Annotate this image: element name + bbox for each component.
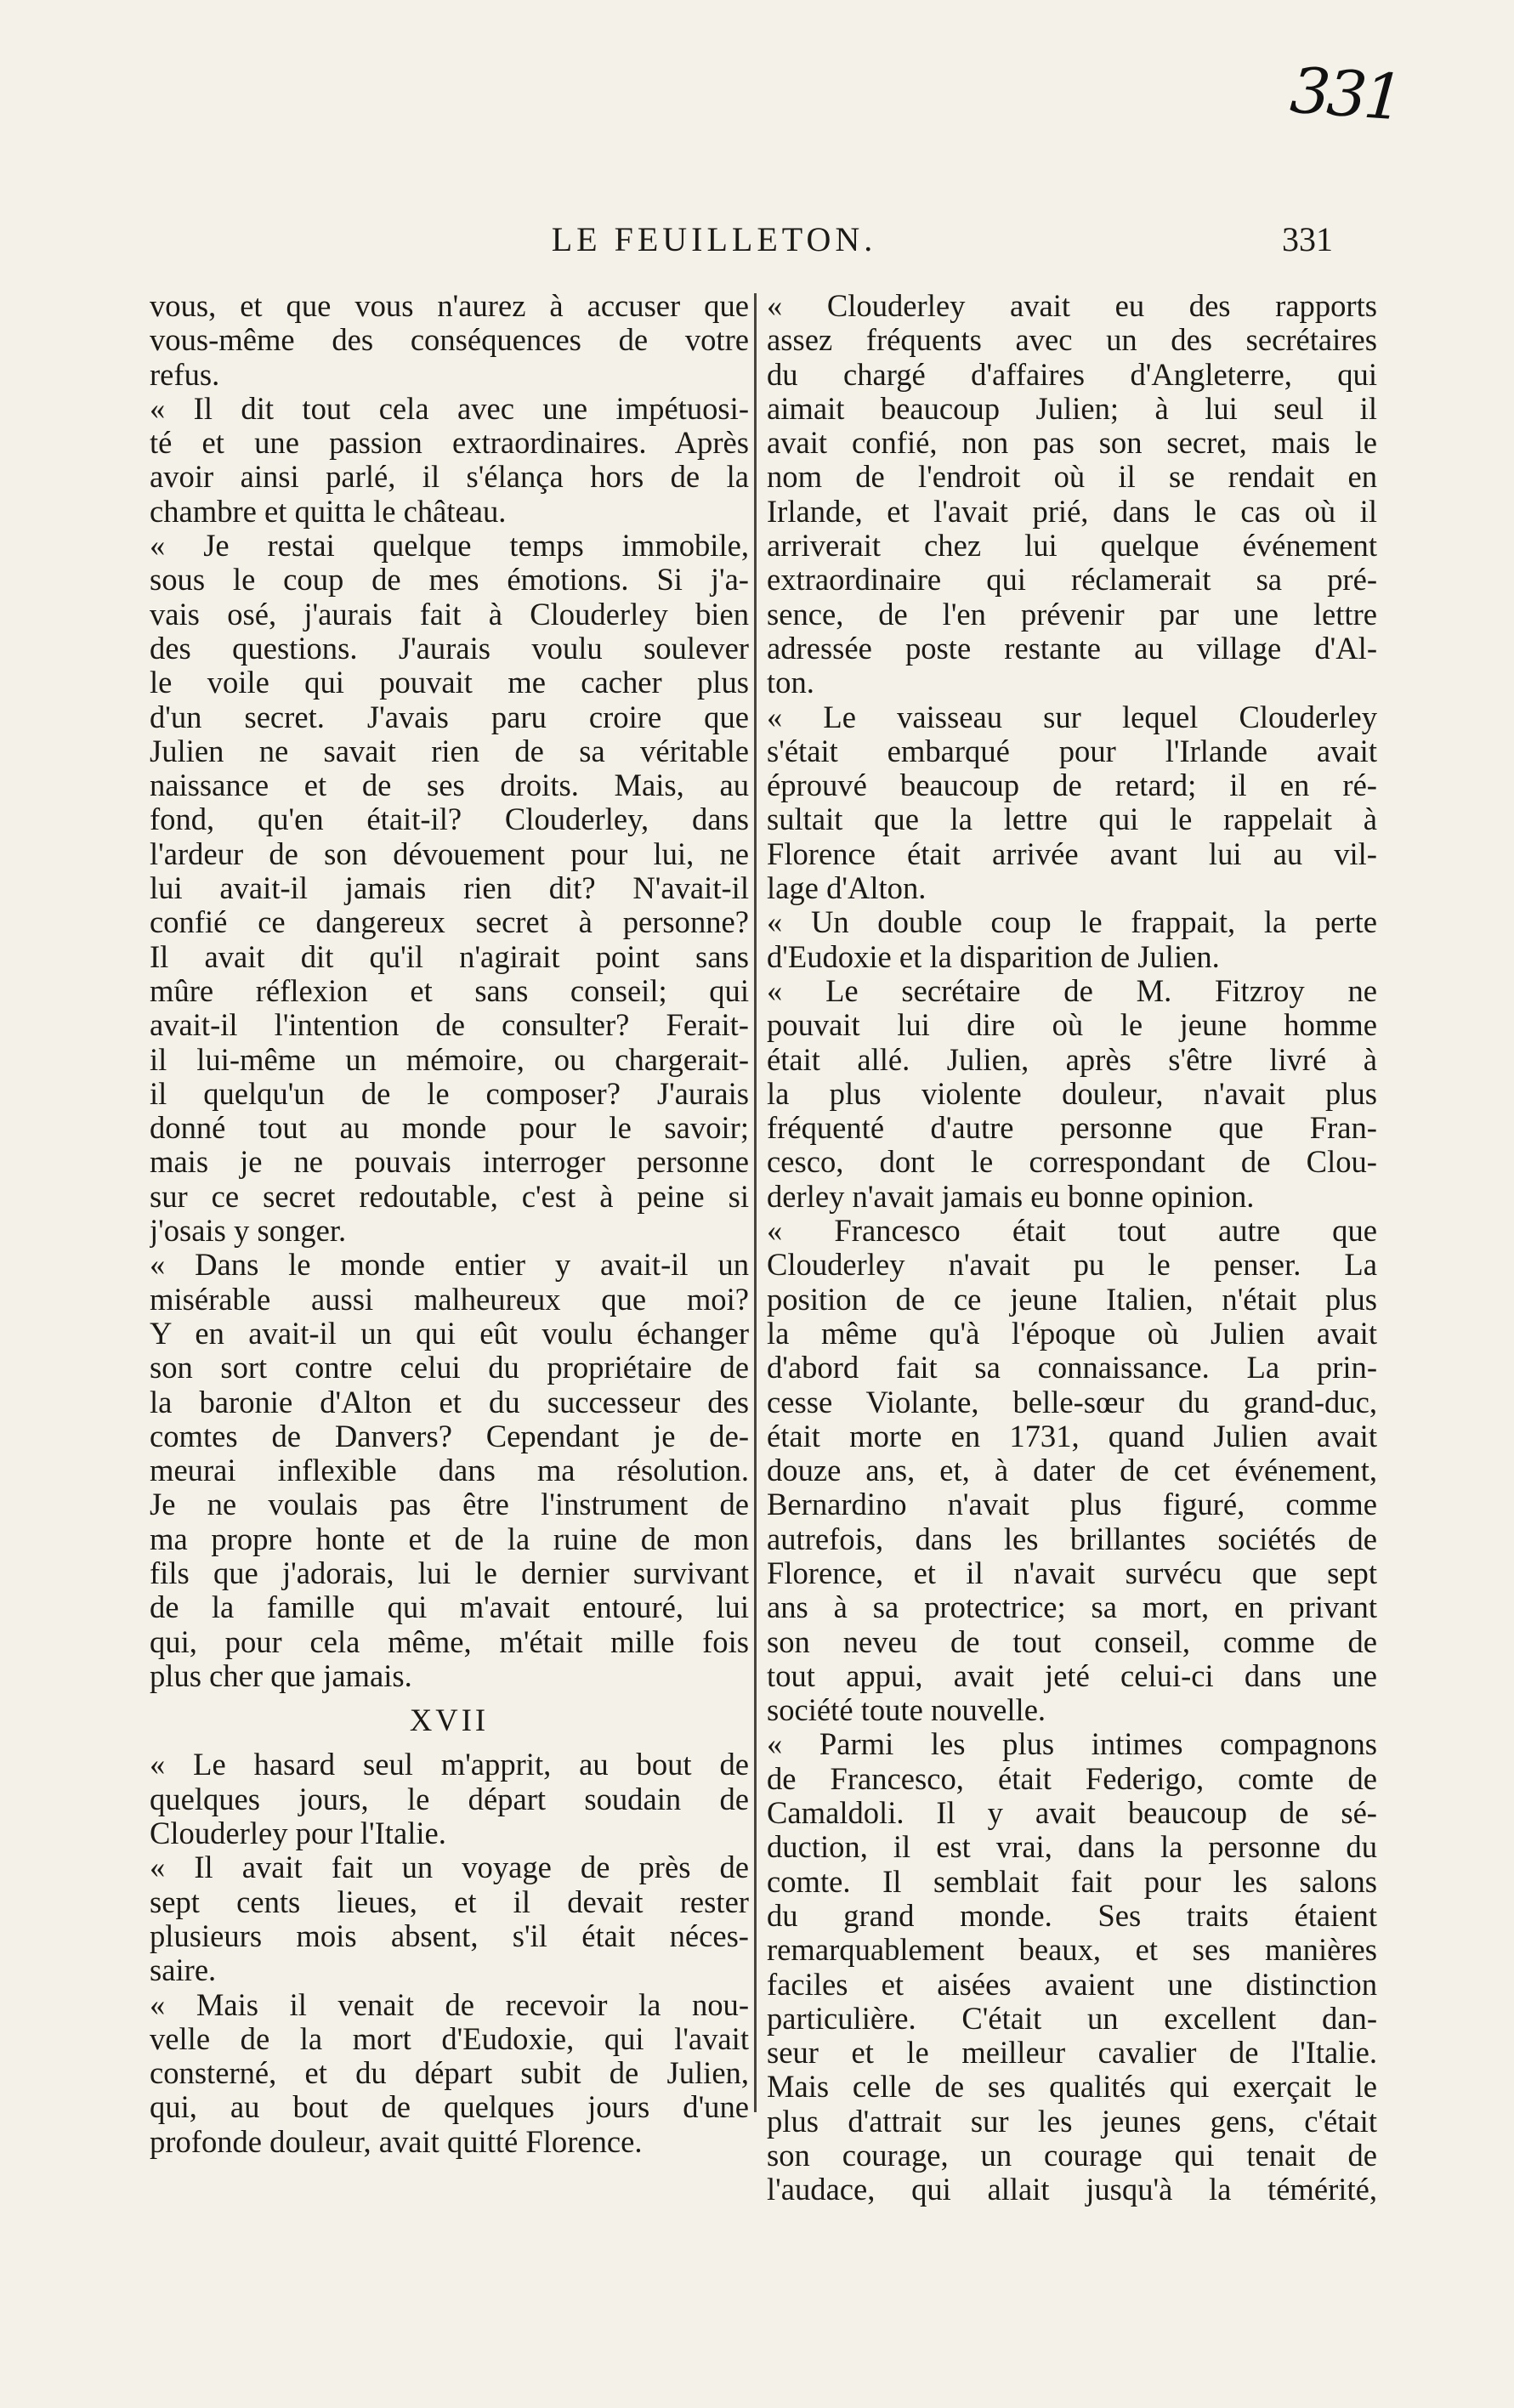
text-line: son sort contre celui du propriétaire de bbox=[150, 1351, 749, 1385]
text-line: ans à sa protectrice; sa mort, en privant bbox=[767, 1590, 1377, 1625]
text-line: la plus violente douleur, n'avait plus bbox=[767, 1076, 1377, 1111]
text-line: plus d'attrait sur les jeunes gens, c'était bbox=[767, 2104, 1377, 2139]
text-line: « Je restai quelque temps immobile, bbox=[150, 529, 749, 564]
text-line: douze ans, et, à dater de cet événement, bbox=[767, 1453, 1377, 1488]
text-line: seur et le meilleur cavalier de l'Italie. bbox=[767, 2036, 1377, 2071]
text-line: Clouderley pour l'Italie. bbox=[150, 1816, 446, 1851]
text-line: lage d'Alton. bbox=[767, 871, 927, 906]
text-line: position de ce jeune Italien, n'était plus bbox=[767, 1282, 1377, 1317]
text-line: Mais celle de ses qualités qui exerçait le bbox=[767, 2070, 1377, 2105]
text-line: s'était embarqué pour l'Irlande avait bbox=[767, 734, 1377, 768]
text-line: avait confié, non pas son secret, mais le bbox=[767, 426, 1377, 461]
text-line: était allé. Julien, après s'être livré à bbox=[767, 1042, 1377, 1077]
text-line: confié ce dangereux secret à personne? bbox=[150, 905, 749, 940]
text-line: Il avait dit qu'il n'agirait point sans bbox=[150, 939, 749, 974]
text-line: Julien ne savait rien de sa véritable bbox=[150, 734, 749, 768]
text-line: j'osais y songer. bbox=[150, 1214, 347, 1249]
text-line: comte. Il semblait fait pour les salons bbox=[767, 1864, 1377, 1899]
text-line: misérable aussi malheureux que moi? bbox=[150, 1282, 749, 1317]
text-line: autrefois, dans les brillantes sociétés de bbox=[767, 1521, 1377, 1556]
text-line: d'Eudoxie et la disparition de Julien. bbox=[767, 939, 1220, 974]
text-line: sur ce secret redoutable, c'est à peine si bbox=[150, 1179, 749, 1214]
text-line: quelques jours, le départ soudain de bbox=[150, 1782, 749, 1816]
text-line: fond, qu'en était-il? Clouderley, dans bbox=[150, 802, 749, 837]
text-line: l'ardeur de son dévouement pour lui, ne bbox=[150, 836, 749, 871]
text-line: mais je ne pouvais interroger personne bbox=[150, 1145, 749, 1180]
text-line: il lui-même un mémoire, ou chargerait- bbox=[150, 1042, 749, 1077]
text-line: plusieurs mois absent, s'il était néces- bbox=[150, 1918, 749, 1953]
text-line: ton. bbox=[767, 666, 814, 700]
text-line: vais osé, j'aurais fait à Clouderley bien bbox=[150, 597, 749, 632]
text-line: fréquenté d'autre personne que Fran- bbox=[767, 1111, 1377, 1146]
text-line: adressée poste restante au village d'Al- bbox=[767, 631, 1377, 666]
text-line: des questions. J'aurais voulu soulever bbox=[150, 631, 749, 666]
text-line: Bernardino n'avait plus figuré, comme bbox=[767, 1487, 1377, 1522]
handwritten-page-number: 331 bbox=[1288, 54, 1403, 135]
text-column-right bbox=[767, 289, 1377, 2207]
text-line: saire. bbox=[150, 1953, 217, 1988]
text-line: d'abord fait sa connaissance. La prin- bbox=[767, 1351, 1377, 1385]
text-line: chambre et quitta le château. bbox=[150, 494, 507, 529]
text-line: assez fréquents avec un des secrétaires bbox=[767, 323, 1377, 358]
text-line: pouvait lui dire où le jeune homme bbox=[767, 1008, 1377, 1043]
text-line: « Le hasard seul m'apprit, au bout de bbox=[150, 1748, 749, 1782]
text-line: faciles et aisées avaient une distinction bbox=[767, 1967, 1377, 2002]
text-line: du grand monde. Ses traits étaient bbox=[767, 1898, 1377, 1933]
text-line: vous-même des conséquences de votre bbox=[150, 323, 749, 358]
text-line: ma propre honte et de la ruine de mon bbox=[150, 1521, 749, 1556]
text-line: société toute nouvelle. bbox=[767, 1693, 1046, 1728]
text-line: « Le secrétaire de M. Fitzroy ne bbox=[767, 973, 1377, 1008]
text-line: fils que j'adorais, lui le dernier survivant bbox=[150, 1555, 749, 1590]
text-line: « Clouderley avait eu des rapports bbox=[767, 289, 1377, 323]
text-line: velle de la mort d'Eudoxie, qui l'avait bbox=[150, 2021, 749, 2056]
text-line: Y en avait-il un qui eût voulu échanger bbox=[150, 1316, 749, 1351]
text-line: éprouvé beaucoup de retard; il en ré- bbox=[767, 768, 1377, 803]
text-line: Florence était arrivée avant lui au vil- bbox=[767, 836, 1377, 871]
text-line: sence, de l'en prévenir par une lettre bbox=[767, 597, 1377, 632]
text-line: derley n'avait jamais eu bonne opinion. bbox=[767, 1179, 1255, 1214]
text-line: Florence, et il n'avait survécu que sept bbox=[767, 1555, 1377, 1590]
text-line: « Il avait fait un voyage de près de bbox=[150, 1850, 749, 1885]
text-line: sous le coup de mes émotions. Si j'a- bbox=[150, 563, 749, 598]
text-line: qui, au bout de quelques jours d'une bbox=[150, 2090, 749, 2125]
text-line: d'un secret. J'avais paru croire que bbox=[150, 700, 749, 734]
text-line: plus cher que jamais. bbox=[150, 1658, 412, 1693]
text-line: le voile qui pouvait me cacher plus bbox=[150, 666, 749, 700]
text-line: profonde douleur, avait quitté Florence. bbox=[150, 2124, 643, 2159]
text-line: comtes de Danvers? Cependant je de- bbox=[150, 1419, 749, 1453]
text-column-left bbox=[150, 289, 749, 2159]
text-line: avait-il l'intention de consulter? Ferait- bbox=[150, 1008, 749, 1043]
text-line: l'audace, qui allait jusqu'à la témérité, bbox=[767, 2173, 1377, 2207]
text-line: la même qu'à l'époque où Julien avait bbox=[767, 1316, 1377, 1351]
text-line: Je ne voulais pas être l'instrument de bbox=[150, 1487, 749, 1522]
text-line: nom de l'endroit où il se rendait en bbox=[767, 460, 1377, 495]
text-line: arriverait chez lui quelque événement bbox=[767, 529, 1377, 564]
text-line: remarquablement beaux, et ses manières bbox=[767, 1933, 1377, 1968]
chapter-heading: XVII bbox=[409, 1703, 490, 1738]
column-divider bbox=[754, 293, 757, 2112]
text-line: avoir ainsi parlé, il s'élança hors de la bbox=[150, 460, 749, 495]
text-line: vous, et que vous n'aurez à accuser que bbox=[150, 289, 749, 323]
text-line: du chargé d'affaires d'Angleterre, qui bbox=[767, 357, 1377, 392]
text-line: de Francesco, était Federigo, comte de bbox=[767, 1761, 1377, 1796]
text-line: donné tout au monde pour le savoir; bbox=[150, 1111, 749, 1146]
text-line: était morte en 1731, quand Julien avait bbox=[767, 1419, 1377, 1453]
text-line: de la famille qui m'avait entouré, lui bbox=[150, 1590, 749, 1625]
text-line: cesse Violante, belle-sœur du grand-duc, bbox=[767, 1385, 1377, 1419]
text-line: la baronie d'Alton et du successeur des bbox=[150, 1385, 749, 1419]
text-line: « Mais il venait de recevoir la nou- bbox=[150, 1987, 749, 2022]
text-line: naissance et de ses droits. Mais, au bbox=[150, 768, 749, 803]
text-line: « Il dit tout cela avec une impétuosi- bbox=[150, 391, 749, 426]
text-line: particulière. C'était un excellent dan- bbox=[767, 2001, 1377, 2036]
text-line: mûre réflexion et sans conseil; qui bbox=[150, 973, 749, 1008]
text-line: son courage, un courage qui tenait de bbox=[767, 2139, 1377, 2173]
text-line: « Un double coup le frappait, la perte bbox=[767, 905, 1377, 940]
page-number: 331 bbox=[1282, 220, 1333, 258]
text-line: son neveu de tout conseil, comme de bbox=[767, 1624, 1377, 1659]
text-line: cesco, dont le correspondant de Clou- bbox=[767, 1145, 1377, 1180]
text-line: sultait que la lettre qui le rappelait à bbox=[767, 802, 1377, 837]
text-line: il quelqu'un de le composer? J'aurais bbox=[150, 1076, 749, 1111]
text-line: meurai inflexible dans ma résolution. bbox=[150, 1453, 749, 1488]
text-line: consterné, et du départ subit de Julien, bbox=[150, 2056, 749, 2091]
text-line: « Francesco était tout autre que bbox=[767, 1214, 1377, 1249]
text-line: qui, pour cela même, m'était mille fois bbox=[150, 1624, 749, 1659]
text-line: « Parmi les plus intimes compagnons bbox=[767, 1727, 1377, 1762]
running-header-title: LE FEUILLETON. bbox=[551, 220, 877, 258]
text-line: duction, il est vrai, dans la personne du bbox=[767, 1830, 1377, 1865]
text-line: Clouderley n'avait pu le penser. La bbox=[767, 1248, 1377, 1283]
text-line: aimait beaucoup Julien; à lui seul il bbox=[767, 391, 1377, 426]
text-line: Camaldoli. Il y avait beaucoup de sé- bbox=[767, 1796, 1377, 1831]
text-line: Irlande, et l'avait prié, dans le cas où il bbox=[767, 494, 1377, 529]
text-line: lui avait-il jamais rien dit? N'avait-il bbox=[150, 871, 749, 906]
text-line: té et une passion extraordinaires. Après bbox=[150, 426, 749, 461]
text-line: extraordinaire qui réclamerait sa pré- bbox=[767, 563, 1377, 598]
text-line: sept cents lieues, et il devait rester bbox=[150, 1884, 749, 1919]
text-line: tout appui, avait jeté celui-ci dans une bbox=[767, 1658, 1377, 1693]
text-line: refus. bbox=[150, 357, 220, 392]
text-line: « Dans le monde entier y avait-il un bbox=[150, 1248, 749, 1283]
text-line: « Le vaisseau sur lequel Clouderley bbox=[767, 700, 1377, 734]
